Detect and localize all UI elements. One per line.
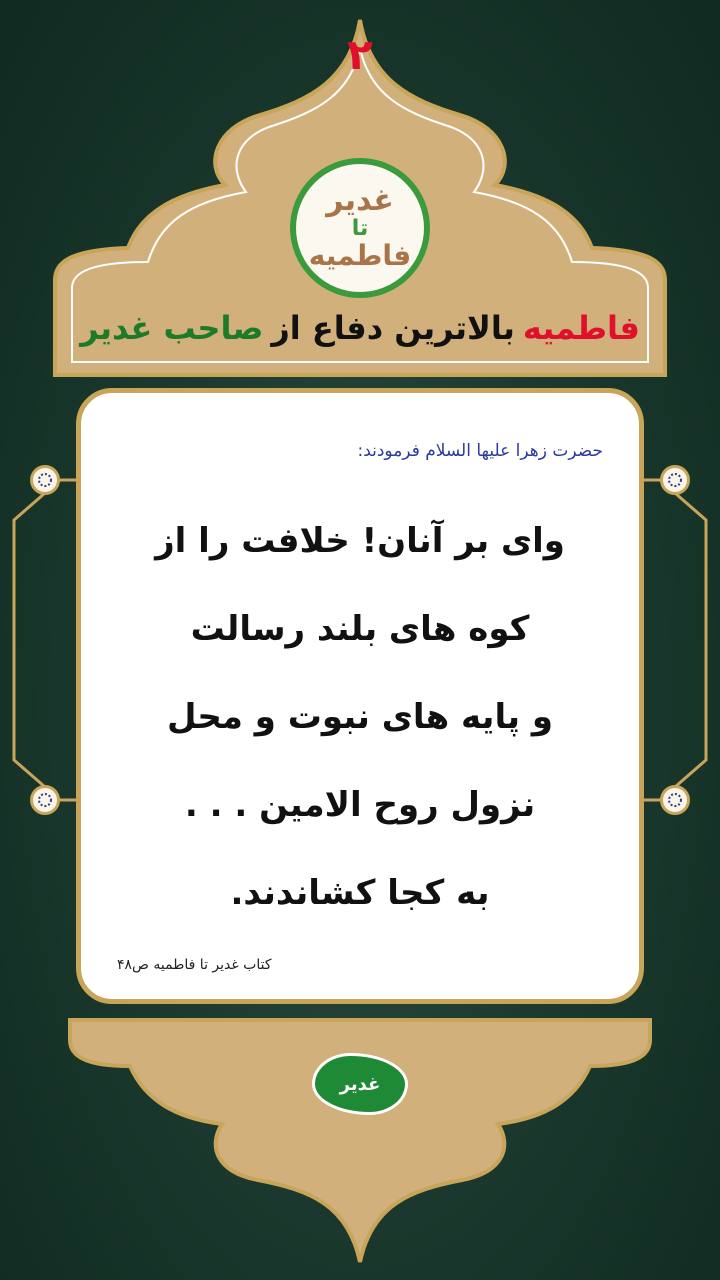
quote-source xyxy=(117,957,639,973)
emblem-line-ghadir: غدیر xyxy=(326,183,394,218)
flower-ornament-right-top xyxy=(660,465,690,495)
flower-ornament-left-top xyxy=(30,465,60,495)
quote-intro: حضرت زهرا علیها السلام فرمودند: xyxy=(357,441,603,461)
quote-text xyxy=(81,497,639,937)
emblem-line-ta: تا xyxy=(351,216,369,241)
ghadir-fatemiyeh-emblem xyxy=(290,158,430,298)
quote-line-3: و پایه های نبوت و محل xyxy=(167,697,553,737)
quote-source-text: کتاب غدیر تا فاطمیه ص۴۸ xyxy=(117,957,272,973)
flower-ornament-right-bottom xyxy=(660,785,690,815)
flower-ornament-left-bottom xyxy=(30,785,60,815)
quote-line-4: نزول روح الامین . . . xyxy=(184,785,536,825)
emblem-line-fatemiyeh: فاطمیه xyxy=(308,239,412,273)
title-red-part: فاطمیه xyxy=(522,309,640,347)
quote-line-5: به کجا کشاندند. xyxy=(230,873,490,913)
title-green-part: صاحب غدیر xyxy=(80,309,264,347)
ghadir-logo: غدیر xyxy=(312,1053,408,1115)
quote-line-1: وای بر آنان! خلافت را از xyxy=(155,521,565,561)
page-number: ۲ xyxy=(347,30,373,79)
title-banner xyxy=(66,290,654,366)
quote-line-2: کوه های بلند رسالت xyxy=(190,609,530,649)
title-dark-part: بالاترین دفاع از xyxy=(271,309,515,347)
quote-card xyxy=(76,388,644,1004)
